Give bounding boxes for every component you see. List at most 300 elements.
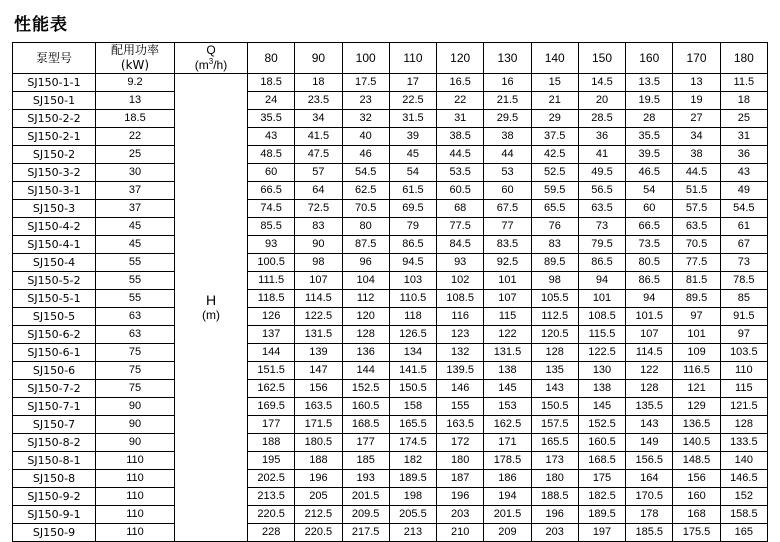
cell-head-value: 34 (295, 110, 342, 128)
cell-power: 13 (96, 92, 175, 110)
cell-head-value: 160.5 (342, 398, 389, 416)
cell-head-value: 128 (342, 326, 389, 344)
cell-power: 63 (96, 308, 175, 326)
cell-head-value: 44.5 (673, 164, 720, 182)
cell-head-value: 20 (578, 92, 625, 110)
cell-head-value: 61 (720, 218, 767, 236)
cell-head-value: 22 (437, 92, 484, 110)
cell-head-value: 83 (295, 218, 342, 236)
cell-head-value: 187 (437, 470, 484, 488)
cell-head-value: 152 (720, 488, 767, 506)
cell-head-value: 36 (578, 128, 625, 146)
cell-head-value: 193 (342, 470, 389, 488)
cell-power: 30 (96, 164, 175, 182)
cell-head-value: 164 (626, 470, 673, 488)
cell-power: 55 (96, 254, 175, 272)
cell-head-value: 29.5 (484, 110, 531, 128)
table-header-row (13, 43, 768, 74)
cell-head-value: 114.5 (295, 290, 342, 308)
cell-head-value: 59.5 (531, 182, 578, 200)
cell-pump-model: SJ150-5-2 (13, 272, 96, 290)
cell-head-value: 19 (673, 92, 720, 110)
cell-head-value: 146 (437, 380, 484, 398)
q-symbol: Q (206, 43, 216, 57)
cell-head-value: 151.5 (248, 362, 295, 380)
cell-head-value: 153 (484, 398, 531, 416)
cell-head-value: 182 (389, 452, 436, 470)
cell-head-value: 13.5 (626, 74, 673, 92)
table-row (13, 272, 768, 290)
table-row (13, 164, 768, 182)
cell-head-value: 201.5 (342, 488, 389, 506)
table-row (13, 236, 768, 254)
cell-head-value: 62.5 (342, 182, 389, 200)
cell-head-value: 31 (720, 128, 767, 146)
cell-head-value: 162.5 (484, 416, 531, 434)
table-row (13, 506, 768, 524)
cell-head-value: 188 (295, 452, 342, 470)
cell-head-value: 132 (437, 344, 484, 362)
cell-power: 90 (96, 434, 175, 452)
cell-head-value: 217.5 (342, 524, 389, 542)
cell-head-value: 156 (673, 470, 720, 488)
cell-power: 45 (96, 236, 175, 254)
cell-power: 75 (96, 362, 175, 380)
cell-head-value: 61.5 (389, 182, 436, 200)
cell-head-value: 171.5 (295, 416, 342, 434)
cell-head-value: 51.5 (673, 182, 720, 200)
cell-head-value: 163.5 (295, 398, 342, 416)
cell-head-value: 101 (578, 290, 625, 308)
column-header-flow-130: 130 (484, 43, 531, 74)
cell-head-value: 38 (673, 146, 720, 164)
cell-head-value: 145 (578, 398, 625, 416)
cell-head-value: 70.5 (673, 236, 720, 254)
cell-head-value: 38.5 (437, 128, 484, 146)
cell-head-value: 152.5 (342, 380, 389, 398)
cell-head-value: 45 (389, 146, 436, 164)
cell-head-value: 46.5 (626, 164, 673, 182)
cell-pump-model: SJ150-4-1 (13, 236, 96, 254)
cell-head-value: 22.5 (389, 92, 436, 110)
column-header-power (96, 43, 175, 74)
cell-head-value: 228 (248, 524, 295, 542)
cell-head-value: 160 (673, 488, 720, 506)
cell-head-value: 101.5 (626, 308, 673, 326)
cell-head-value: 60.5 (437, 182, 484, 200)
cell-head-value: 101 (673, 326, 720, 344)
cell-power: 9.2 (96, 74, 175, 92)
cell-head-value: 56.5 (578, 182, 625, 200)
cell-head-value: 48.5 (248, 146, 295, 164)
cell-head-value: 143 (531, 380, 578, 398)
table-row (13, 524, 768, 542)
cell-head-value: 121.5 (720, 398, 767, 416)
cell-pump-model: SJ150-4-2 (13, 218, 96, 236)
cell-head-value: 135 (531, 362, 578, 380)
cell-pump-model: SJ150-8-1 (13, 452, 96, 470)
cell-head-value: 107 (295, 272, 342, 290)
cell-head-value: 138 (578, 380, 625, 398)
cell-head-value: 21.5 (484, 92, 531, 110)
cell-head-value: 21 (531, 92, 578, 110)
column-header-flow-120: 120 (437, 43, 484, 74)
cell-head-value: 177 (248, 416, 295, 434)
cell-head-value: 54.5 (342, 164, 389, 182)
cell-head-value: 194 (484, 488, 531, 506)
cell-head-value: 60 (626, 200, 673, 218)
cell-head-value: 63.5 (673, 218, 720, 236)
cell-power: 110 (96, 488, 175, 506)
cell-head-value: 148.5 (673, 452, 720, 470)
cell-head-value: 19.5 (626, 92, 673, 110)
cell-head-value: 24 (248, 92, 295, 110)
table-header (13, 43, 768, 74)
q-unit-post: /h) (213, 58, 228, 72)
cell-head-value: 150.5 (531, 398, 578, 416)
cell-head-value: 43 (248, 128, 295, 146)
cell-head-value: 86.5 (389, 236, 436, 254)
cell-head-value: 209 (484, 524, 531, 542)
cell-pump-model: SJ150-2-2 (13, 110, 96, 128)
cell-head-value: 14.5 (578, 74, 625, 92)
cell-head-value: 103 (389, 272, 436, 290)
cell-head-value: 80.5 (626, 254, 673, 272)
column-header-flow-80: 80 (248, 43, 295, 74)
table-row (13, 218, 768, 236)
cell-head-value: 175 (578, 470, 625, 488)
q-unit (175, 58, 247, 73)
cell-head-value: 37.5 (531, 128, 578, 146)
cell-pump-model: SJ150-4 (13, 254, 96, 272)
cell-power: 110 (96, 524, 175, 542)
cell-head-value: 27 (673, 110, 720, 128)
cell-power: 55 (96, 290, 175, 308)
cell-head-value: 42.5 (531, 146, 578, 164)
cell-head-value: 57 (295, 164, 342, 182)
column-header-flow-180: 180 (720, 43, 767, 74)
cell-head-value: 177 (342, 434, 389, 452)
cell-head-value: 73 (720, 254, 767, 272)
cell-head-value: 39.5 (626, 146, 673, 164)
cell-head-value: 15 (531, 74, 578, 92)
cell-head-value: 94 (578, 272, 625, 290)
table-row (13, 308, 768, 326)
cell-head-value: 121 (673, 380, 720, 398)
q-unit-exponent: 3 (208, 57, 214, 66)
cell-head-value: 54 (626, 182, 673, 200)
cell-head-value: 141.5 (389, 362, 436, 380)
cell-head-value: 35.5 (248, 110, 295, 128)
cell-head-value: 189.5 (578, 506, 625, 524)
cell-head-value: 77 (484, 218, 531, 236)
cell-head-value: 77.5 (437, 218, 484, 236)
cell-head-value: 115 (484, 308, 531, 326)
table-row (13, 200, 768, 218)
cell-head-value: 149 (626, 434, 673, 452)
cell-head-value: 169.5 (248, 398, 295, 416)
column-header-flow-150: 150 (578, 43, 625, 74)
cell-pump-model: SJ150-2 (13, 146, 96, 164)
cell-head-value: 83.5 (484, 236, 531, 254)
cell-head-value: 188 (248, 434, 295, 452)
cell-head-value: 90 (295, 236, 342, 254)
cell-head-value: 146.5 (720, 470, 767, 488)
cell-head-value: 44.5 (437, 146, 484, 164)
cell-head-value: 175.5 (673, 524, 720, 542)
cell-head-value: 49.5 (578, 164, 625, 182)
cell-head-value: 38 (484, 128, 531, 146)
column-header-flow-100: 100 (342, 43, 389, 74)
cell-head-value: 47.5 (295, 146, 342, 164)
cell-head-value: 46 (342, 146, 389, 164)
cell-power: 25 (96, 146, 175, 164)
cell-head-value: 17.5 (342, 74, 389, 92)
cell-head-value: 126.5 (389, 326, 436, 344)
cell-head-value: 93 (437, 254, 484, 272)
cell-head-value: 196 (437, 488, 484, 506)
cell-head-value: 170.5 (626, 488, 673, 506)
cell-head-value: 110.5 (389, 290, 436, 308)
cell-head-value: 18 (295, 74, 342, 92)
cell-head-value: 189.5 (389, 470, 436, 488)
table-row (13, 182, 768, 200)
table-row (13, 344, 768, 362)
table-row (13, 398, 768, 416)
cell-head-value: 31.5 (389, 110, 436, 128)
cell-head-value: 54.5 (720, 200, 767, 218)
cell-head-value: 66.5 (248, 182, 295, 200)
head-symbol: H (205, 291, 217, 308)
cell-power: 18.5 (96, 110, 175, 128)
cell-pump-model: SJ150-7-2 (13, 380, 96, 398)
cell-head-value: 209.5 (342, 506, 389, 524)
table-row (13, 74, 768, 92)
cell-head-value: 188.5 (531, 488, 578, 506)
cell-head-value: 91.5 (720, 308, 767, 326)
cell-head-value: 109 (673, 344, 720, 362)
cell-head-value: 122.5 (295, 308, 342, 326)
cell-head-value: 165 (720, 524, 767, 542)
cell-head-value: 120.5 (531, 326, 578, 344)
cell-head-value: 107 (626, 326, 673, 344)
cell-head-value: 129 (673, 398, 720, 416)
cell-pump-model: SJ150-2-1 (13, 128, 96, 146)
cell-head-value: 39 (389, 128, 436, 146)
cell-head-value: 123 (437, 326, 484, 344)
cell-head-value: 103.5 (720, 344, 767, 362)
cell-head-value: 156 (295, 380, 342, 398)
cell-head-value: 205 (295, 488, 342, 506)
cell-head-value: 144 (342, 362, 389, 380)
cell-power: 22 (96, 128, 175, 146)
cell-head-value: 203 (531, 524, 578, 542)
power-label-line1: 配用功率 (110, 43, 159, 57)
cell-head-value: 68 (437, 200, 484, 218)
cell-head-value: 64 (295, 182, 342, 200)
column-header-flow-90: 90 (295, 43, 342, 74)
cell-head-value: 128 (531, 344, 578, 362)
cell-head-value: 67 (720, 236, 767, 254)
cell-head-value: 85 (720, 290, 767, 308)
cell-head-value: 115.5 (578, 326, 625, 344)
cell-head-value: 100.5 (248, 254, 295, 272)
cell-pump-model: SJ150-9-2 (13, 488, 96, 506)
cell-head-value: 86.5 (626, 272, 673, 290)
cell-pump-model: SJ150-5 (13, 308, 96, 326)
cell-head-value: 60 (248, 164, 295, 182)
cell-head-value: 31 (437, 110, 484, 128)
column-header-flow-unit (175, 43, 248, 74)
cell-power: 90 (96, 398, 175, 416)
cell-head-value: 101 (484, 272, 531, 290)
cell-head-value: 210 (437, 524, 484, 542)
cell-head-value: 122 (626, 362, 673, 380)
column-header-flow-160: 160 (626, 43, 673, 74)
cell-power: 75 (96, 344, 175, 362)
cell-head-value: 122 (484, 326, 531, 344)
cell-head-value: 49 (720, 182, 767, 200)
cell-head-value: 34 (673, 128, 720, 146)
cell-head-value: 118.5 (248, 290, 295, 308)
cell-head-value: 93 (248, 236, 295, 254)
cell-head-value: 157.5 (531, 416, 578, 434)
page-title: 性能表 (14, 15, 68, 35)
cell-head-value: 137 (248, 326, 295, 344)
cell-head-value: 126 (248, 308, 295, 326)
cell-head-value: 97 (720, 326, 767, 344)
cell-head-value: 131.5 (484, 344, 531, 362)
cell-pump-model: SJ150-5-1 (13, 290, 96, 308)
cell-head-value: 98 (295, 254, 342, 272)
cell-head-value: 25 (720, 110, 767, 128)
table-body (13, 74, 768, 542)
cell-head-value: 180 (437, 452, 484, 470)
table-row (13, 92, 768, 110)
cell-head-value: 139 (295, 344, 342, 362)
cell-pump-model: SJ150-8-2 (13, 434, 96, 452)
cell-head-value: 165.5 (389, 416, 436, 434)
table-row (13, 128, 768, 146)
cell-head-value: 220.5 (248, 506, 295, 524)
cell-head-value: 18 (720, 92, 767, 110)
cell-head-value: 168.5 (342, 416, 389, 434)
cell-head-value: 35.5 (626, 128, 673, 146)
cell-head-value: 168.5 (578, 452, 625, 470)
cell-pump-model: SJ150-6-2 (13, 326, 96, 344)
cell-head-value: 97 (673, 308, 720, 326)
cell-head-value: 205.5 (389, 506, 436, 524)
cell-head-value: 32 (342, 110, 389, 128)
column-header-flow-140: 140 (531, 43, 578, 74)
cell-head-value: 78.5 (720, 272, 767, 290)
cell-head-value: 70.5 (342, 200, 389, 218)
cell-head-value: 13 (673, 74, 720, 92)
cell-head-value: 29 (531, 110, 578, 128)
cell-head-value: 180 (531, 470, 578, 488)
cell-head-value: 36 (720, 146, 767, 164)
cell-head-value: 89.5 (673, 290, 720, 308)
cell-pump-model: SJ150-3-2 (13, 164, 96, 182)
cell-head-value: 63.5 (578, 200, 625, 218)
cell-head-value: 79.5 (578, 236, 625, 254)
cell-head-value: 111.5 (248, 272, 295, 290)
cell-head-value: 195 (248, 452, 295, 470)
cell-head-value: 89.5 (531, 254, 578, 272)
cell-head-value: 80 (342, 218, 389, 236)
cell-head-value: 150.5 (389, 380, 436, 398)
column-header-flow-170: 170 (673, 43, 720, 74)
cell-head-value: 186 (484, 470, 531, 488)
cell-head-value: 52.5 (531, 164, 578, 182)
table-row (13, 254, 768, 272)
cell-head-value: 173 (531, 452, 578, 470)
cell-head-value: 156.5 (626, 452, 673, 470)
cell-head-value: 178.5 (484, 452, 531, 470)
cell-head-value: 138 (484, 362, 531, 380)
cell-head-value: 158 (389, 398, 436, 416)
cell-head-value: 115 (720, 380, 767, 398)
cell-head-unit (175, 74, 248, 542)
cell-head-value: 104 (342, 272, 389, 290)
cell-head-value: 122.5 (578, 344, 625, 362)
cell-power: 55 (96, 272, 175, 290)
table-row (13, 488, 768, 506)
cell-head-value: 41 (578, 146, 625, 164)
cell-head-value: 73.5 (626, 236, 673, 254)
cell-head-value: 57.5 (673, 200, 720, 218)
cell-pump-model: SJ150-1 (13, 92, 96, 110)
cell-head-value: 128 (720, 416, 767, 434)
cell-head-value: 67.5 (484, 200, 531, 218)
cell-power: 37 (96, 182, 175, 200)
cell-head-value: 133.5 (720, 434, 767, 452)
cell-head-value: 171 (484, 434, 531, 452)
cell-head-value: 116.5 (673, 362, 720, 380)
cell-head-value: 60 (484, 182, 531, 200)
cell-head-value: 98 (531, 272, 578, 290)
column-header-model: 泵型号 (13, 43, 96, 74)
table-row (13, 146, 768, 164)
cell-head-value: 220.5 (295, 524, 342, 542)
cell-head-value: 43 (720, 164, 767, 182)
cell-head-value: 54 (389, 164, 436, 182)
cell-head-value: 155 (437, 398, 484, 416)
cell-head-value: 40 (342, 128, 389, 146)
cell-head-value: 213 (389, 524, 436, 542)
cell-head-value: 23.5 (295, 92, 342, 110)
cell-pump-model: SJ150-1-1 (13, 74, 96, 92)
table-row (13, 290, 768, 308)
cell-power: 110 (96, 452, 175, 470)
cell-head-value: 69.5 (389, 200, 436, 218)
cell-head-value: 83 (531, 236, 578, 254)
q-unit-pre: (m (194, 58, 209, 72)
performance-table (12, 42, 768, 542)
cell-head-value: 92.5 (484, 254, 531, 272)
cell-head-value: 72.5 (295, 200, 342, 218)
cell-head-value: 11.5 (720, 74, 767, 92)
cell-head-value: 196 (295, 470, 342, 488)
cell-head-value: 212.5 (295, 506, 342, 524)
cell-pump-model: SJ150-9-1 (13, 506, 96, 524)
cell-head-value: 74.5 (248, 200, 295, 218)
cell-pump-model: SJ150-3 (13, 200, 96, 218)
cell-head-value: 102 (437, 272, 484, 290)
cell-pump-model: SJ150-8 (13, 470, 96, 488)
cell-head-value: 66.5 (626, 218, 673, 236)
cell-head-value: 172 (437, 434, 484, 452)
